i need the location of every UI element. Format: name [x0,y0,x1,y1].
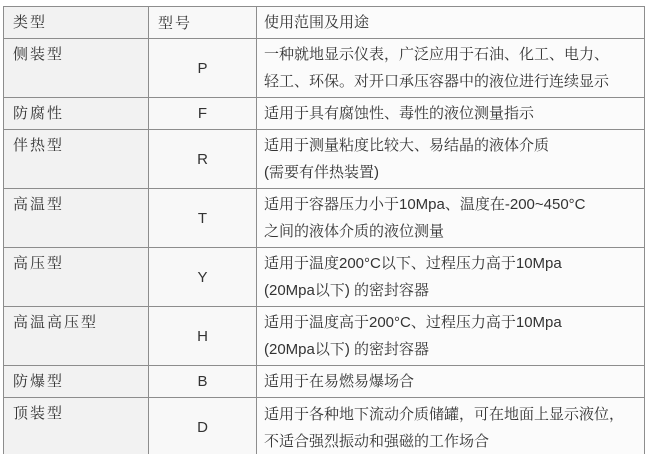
usage-cell [257,189,645,248]
model-cell: P [149,39,257,98]
usage-cell [257,307,645,366]
model-cell: F [149,98,257,130]
col-header-usage [257,7,645,39]
table-row [4,130,645,189]
usage-line: 适用于在易燃易爆场合 [264,373,415,390]
spec-table [3,6,645,454]
col-header-model: 型号 [149,7,257,39]
usage-cell [257,39,645,98]
usage-line: 不适合强烈振动和强磁的工作场合 [264,432,490,450]
type-cell: 高温型 [4,189,149,248]
table-row [4,398,645,454]
type-cell: 侧装型 [4,39,149,98]
table-row [4,307,645,366]
usage-line: 一种就地显示仪表，广泛应用于石油、化工、电力、 [264,46,610,63]
table-row [4,366,645,398]
model-cell: D [149,398,257,454]
type-cell: 高温高压型 [4,307,149,366]
usage-line: 适用于容器压力小于10Mpa、温度在-200~450°C [264,196,586,213]
usage-line: (需要有伴热装置) [264,164,379,181]
usage-cell [257,366,645,398]
type-cell: 防爆型 [4,366,149,398]
usage-line: (20Mpa以下) 的密封容器 [264,341,430,358]
type-cell: 高压型 [4,248,149,307]
usage-line: 适用于测量粘度比较大、易结晶的液体介质 [264,137,550,154]
usage-cell [257,98,645,130]
type-cell: 防腐性 [4,98,149,130]
col-header-type: 类型 [4,7,149,39]
usage-line: 之间的液体介质的液位测量 [264,223,445,240]
usage-line: 适用于温度高于200°C、过程压力高于10Mpa [264,314,562,331]
usage-cell [257,398,645,454]
table-row [4,248,645,307]
type-cell: 伴热型 [4,130,149,189]
model-cell: Y [149,248,257,307]
table-header-row [4,7,645,39]
usage-line: 适用于各种地下流动介质储罐，可在地面上显示液位， [264,405,625,423]
model-cell: H [149,307,257,366]
usage-line: (20Mpa以下) 的密封容器 [264,282,430,299]
type-cell: 顶装型 [4,398,149,454]
usage-cell [257,248,645,307]
table-row [4,189,645,248]
usage-line: 轻工、环保。对开口承压容器中的液位进行连续显示 [264,73,610,90]
model-cell: R [149,130,257,189]
model-cell: T [149,189,257,248]
col-header-usage-label: 使用范围及用途 [264,13,370,31]
usage-cell [257,130,645,189]
model-cell: B [149,366,257,398]
table-row [4,39,645,98]
usage-line: 适用于具有腐蚀性、毒性的液位测量指示 [264,105,535,122]
usage-line: 适用于温度200°C以下、过程压力高于10Mpa [264,255,562,272]
table-row [4,98,645,130]
